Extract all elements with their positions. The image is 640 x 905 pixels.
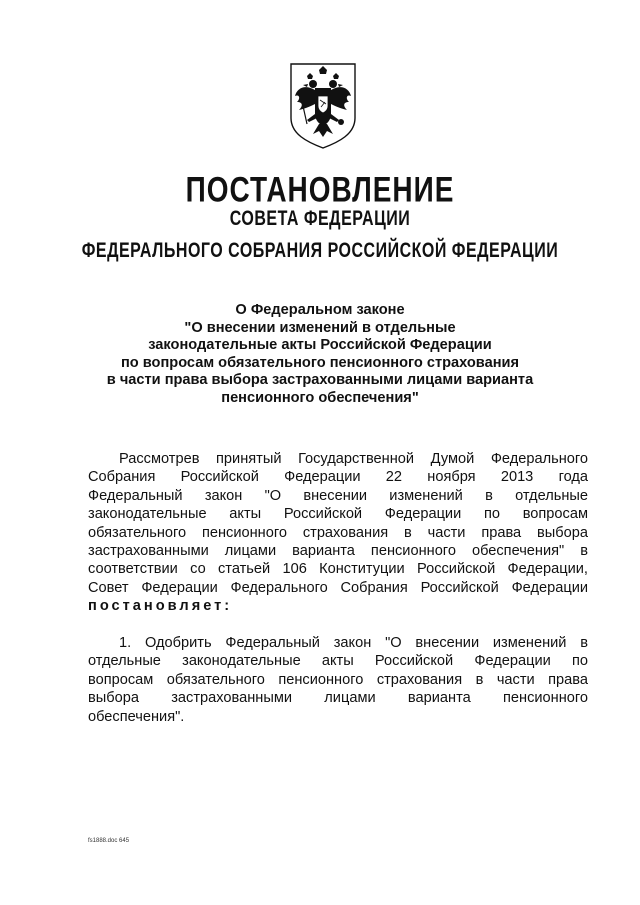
paragraph-line: Федеральный закон "О внесении изменений в отдельные	[88, 487, 588, 504]
russian-coat-of-arms-icon	[289, 62, 357, 150]
paragraph-line: отдельные законодательные акты Российской Федерации по	[88, 653, 588, 670]
paragraph-line: обеспечения".	[88, 708, 185, 725]
decree-colon: :	[224, 598, 233, 615]
subject-line: в части права выбора застрахованными лицами варианта	[106, 372, 534, 389]
decree-line	[88, 597, 588, 615]
resolution-item-1	[88, 634, 588, 726]
document-title: ПОСТАНОВЛЕНИЕ	[185, 170, 455, 209]
paragraph-line: обязательного пенсионного страхования в части права выбора	[88, 524, 588, 541]
paragraph-line: законодательные акты Российской Федерации по вопросам	[88, 506, 588, 523]
paragraph-line: Совет Федерации Федерального Собрания Российской Федерации	[88, 579, 588, 596]
paragraph-line: Собрания Российской Федерации 22 ноября 2013 года	[88, 469, 588, 486]
subject-line: О Федеральном законе	[235, 302, 405, 318]
issuing-body: СОВЕТА ФЕДЕРАЦИИ	[229, 208, 411, 231]
preamble-paragraph	[88, 450, 588, 616]
issuing-assembly: ФЕДЕРАЛЬНОГО СОБРАНИЯ РОССИЙСКОЙ ФЕДЕРАЦИИ	[81, 240, 559, 263]
subject-line: пенсионного обеспечения"	[221, 389, 419, 406]
document-subject	[100, 302, 540, 408]
paragraph-line: Рассмотрев принятый Государственной Думой Федерального	[119, 451, 588, 467]
decree-word: постановляет	[88, 598, 225, 615]
document-footer-code: fs1888.doc 645	[88, 838, 130, 844]
paragraph-line: вопросам обязательного пенсионного страхования в части права	[88, 671, 588, 688]
subject-line: законодательные акты Российской Федерации	[148, 337, 492, 354]
subject-line: по вопросам обязательного пенсионного страхования	[120, 354, 519, 371]
paragraph-line: 1. Одобрить Федеральный закон "О внесении изменений в	[119, 635, 588, 651]
paragraph-line: соответствии со статьей 106 Конституции Российской Федерации,	[88, 561, 588, 578]
subject-line: "О внесении изменений в отдельные	[184, 319, 456, 336]
paragraph-line: застрахованными лицами варианта пенсионного обеспечения" в	[88, 543, 588, 560]
paragraph-line: выбора застрахованными лицами варианта пенсионного	[88, 690, 588, 707]
